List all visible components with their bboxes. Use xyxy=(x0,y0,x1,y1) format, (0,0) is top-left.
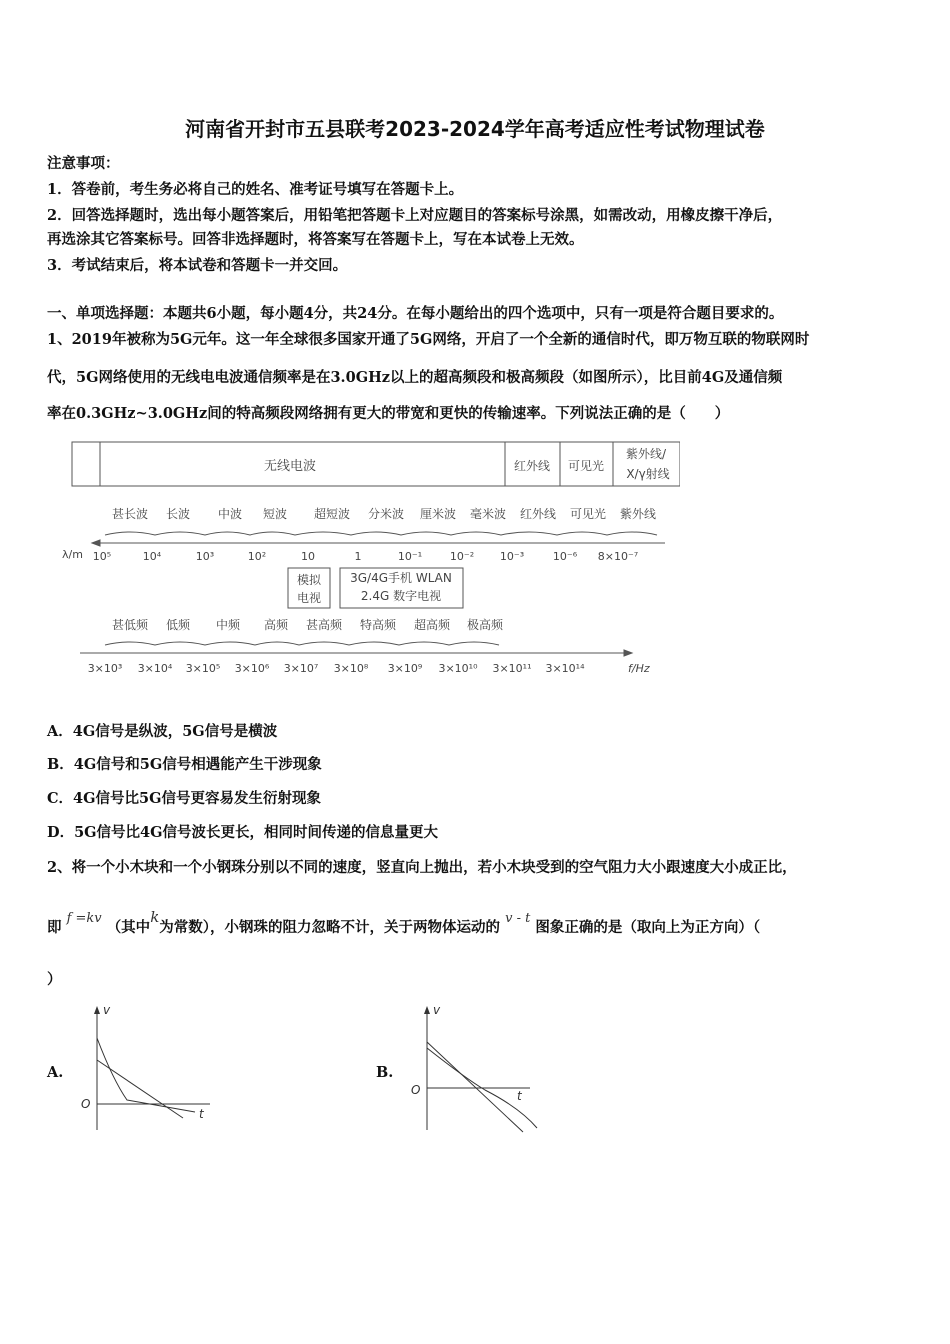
axis-v-label: v xyxy=(103,1003,111,1017)
q2-option-b-label: B. xyxy=(376,1064,394,1081)
lambda-tick: 10⁻⁶ xyxy=(552,550,578,563)
q2-text: 为常数），小钢珠的阻力忽略不计，关于两物体运动的 xyxy=(159,919,501,936)
q2-option-b-graph xyxy=(405,1000,545,1135)
freq-name: 高频 xyxy=(263,618,289,632)
q2-text-line1: 2、将一个小木块和一个小钢珠分别以不同的速度，竖直向上抛出，若小木块受到的空气阻力大小跟速度大小成正比， xyxy=(47,859,797,876)
freq-axis-label: f/Hz xyxy=(628,662,650,675)
callout-analog-tv: 电视 xyxy=(296,591,322,605)
lambda-tick: 10⁻³ xyxy=(499,550,525,563)
q1-option-d: D．5G信号比4G信号波长更长，相同时间传递的信息量更大 xyxy=(47,824,439,841)
axis-t-label: t xyxy=(199,1107,204,1121)
freq-name: 特高频 xyxy=(359,618,397,632)
freq-tick: 3×10⁸ xyxy=(333,662,369,675)
freq-name: 极高频 xyxy=(466,618,504,632)
lambda-tick: 8×10⁻⁷ xyxy=(597,550,639,563)
wave-name: 短波 xyxy=(262,507,288,521)
q2-option-a-label: A. xyxy=(47,1064,64,1081)
q2-text: （其中 xyxy=(106,919,151,936)
band-radio: 无线电波 xyxy=(263,459,317,474)
band-infrared: 红外线 xyxy=(513,459,551,473)
freq-name: 中频 xyxy=(215,618,241,632)
wood-block-curve xyxy=(97,1038,195,1112)
notice-item-2: 2．回答选择题时，选出每小题答案后，用铅笔把答题卡上对应题目的答案标号涂黑，如需改动，用橡皮擦干净后， xyxy=(47,207,783,224)
lambda-tick: 10 xyxy=(301,550,315,563)
band-xray: X/γ射线 xyxy=(626,467,670,481)
q1-option-a: A．4G信号是纵波，5G信号是横波 xyxy=(47,723,278,740)
section-heading: 一、单项选择题：本题共6小题，每小题4分，共24分。在每小题给出的四个选项中，只有一项是符合题目要求的。 xyxy=(47,305,784,322)
notice-heading: 注意事项： xyxy=(47,155,120,172)
wave-name: 甚长波 xyxy=(111,507,149,521)
freq-name: 甚高频 xyxy=(305,618,343,632)
lambda-tick: 10⁻² xyxy=(449,550,475,563)
freq-tick: 3×10¹⁴ xyxy=(545,662,585,675)
freq-tick: 3×10⁷ xyxy=(283,662,319,675)
q1-text-line3: 率在0.3GHz~3.0GHz间的特高频段网络拥有更大的带宽和更快的传输速率。下列说法正确的是（ ） xyxy=(47,405,730,422)
band-uv: 紫外线/ xyxy=(625,447,667,461)
freq-tick: 3×10¹⁰ xyxy=(438,662,478,675)
q2-text: 即 xyxy=(47,919,62,936)
q1-text-line1: 1、2019年被称为5G元年。这一年全球很多国家开通了5G网络，开启了一个全新的通信时代，即万物互联的物联网时 xyxy=(47,331,810,348)
wave-name: 可见光 xyxy=(569,507,607,521)
callout-analog-tv: 模拟 xyxy=(296,573,322,587)
q2-text: 图象正确的是（取向上为正方向）（ xyxy=(535,919,761,936)
steel-ball-line xyxy=(97,1060,183,1118)
wave-name: 超短波 xyxy=(313,507,351,521)
freq-name: 超高频 xyxy=(413,618,451,632)
callout-4g: 3G/4G手机 WLAN xyxy=(350,571,452,585)
freq-tick: 3×10⁵ xyxy=(185,662,221,675)
lambda-axis-label: λ/m xyxy=(62,548,83,561)
freq-tick: 3×10⁴ xyxy=(137,662,173,675)
freq-tick: 3×10⁹ xyxy=(387,662,423,675)
exam-title: 河南省开封市五县联考2023-2024学年高考适应性考试物理试卷 xyxy=(185,117,765,141)
q2-option-a-graph xyxy=(75,1000,215,1135)
callout-4g: 2.4G 数字电视 xyxy=(360,589,442,603)
lambda-tick: 10² xyxy=(247,550,267,563)
notice-item-1: 1．答卷前，考生务必将自己的姓名、准考证号填写在答题卡上。 xyxy=(47,181,464,198)
wave-name: 厘米波 xyxy=(419,507,457,521)
q1-option-b: B．4G信号和5G信号相遇能产生干涉现象 xyxy=(47,756,322,773)
lambda-tick: 10⁴ xyxy=(142,550,162,563)
q2-text-line3: ） xyxy=(47,971,62,988)
steel-ball-line xyxy=(427,1042,523,1132)
axis-t-label: t xyxy=(517,1089,522,1103)
wave-name: 中波 xyxy=(217,507,243,521)
lambda-tick: 10⁵ xyxy=(92,550,112,563)
freq-tick: 3×10⁶ xyxy=(234,662,270,675)
notice-item-2-cont: 再选涂其它答案标号。回答非选择题时，将答案写在答题卡上，写在本试卷上无效。 xyxy=(47,231,584,248)
formula-k: k xyxy=(150,908,160,926)
wave-name: 紫外线 xyxy=(619,507,657,521)
freq-name: 甚低频 xyxy=(111,618,149,632)
formula-f-kv: f =kv xyxy=(66,911,102,926)
lambda-tick: 10³ xyxy=(195,550,215,563)
lambda-tick: 10⁻¹ xyxy=(397,550,423,563)
lambda-tick: 1 xyxy=(354,550,362,563)
wave-name: 分米波 xyxy=(367,507,405,521)
wave-name: 毫米波 xyxy=(469,507,507,521)
notice-item-3: 3．考试结束后，将本试卷和答题卡一并交回。 xyxy=(47,257,348,274)
origin-label: O xyxy=(81,1097,91,1111)
formula-v-t: v - t xyxy=(505,911,531,926)
origin-label: O xyxy=(411,1083,421,1097)
wave-name: 长波 xyxy=(165,507,191,521)
axis-v-label: v xyxy=(433,1003,441,1017)
freq-tick: 3×10¹¹ xyxy=(492,662,532,675)
q1-text-line2: 代，5G网络使用的无线电电波通信频率是在3.0GHz以上的超高频段和极高频段（如图所示），比目前4G及通信频 xyxy=(47,369,783,386)
wave-name: 红外线 xyxy=(519,507,557,521)
q1-option-c: C．4G信号比5G信号更容易发生衍射现象 xyxy=(47,790,321,807)
freq-name: 低频 xyxy=(165,618,191,632)
em-spectrum-diagram xyxy=(60,440,680,685)
q2-text-line2 xyxy=(47,908,761,937)
freq-tick: 3×10³ xyxy=(87,662,123,675)
band-visible: 可见光 xyxy=(567,459,605,473)
